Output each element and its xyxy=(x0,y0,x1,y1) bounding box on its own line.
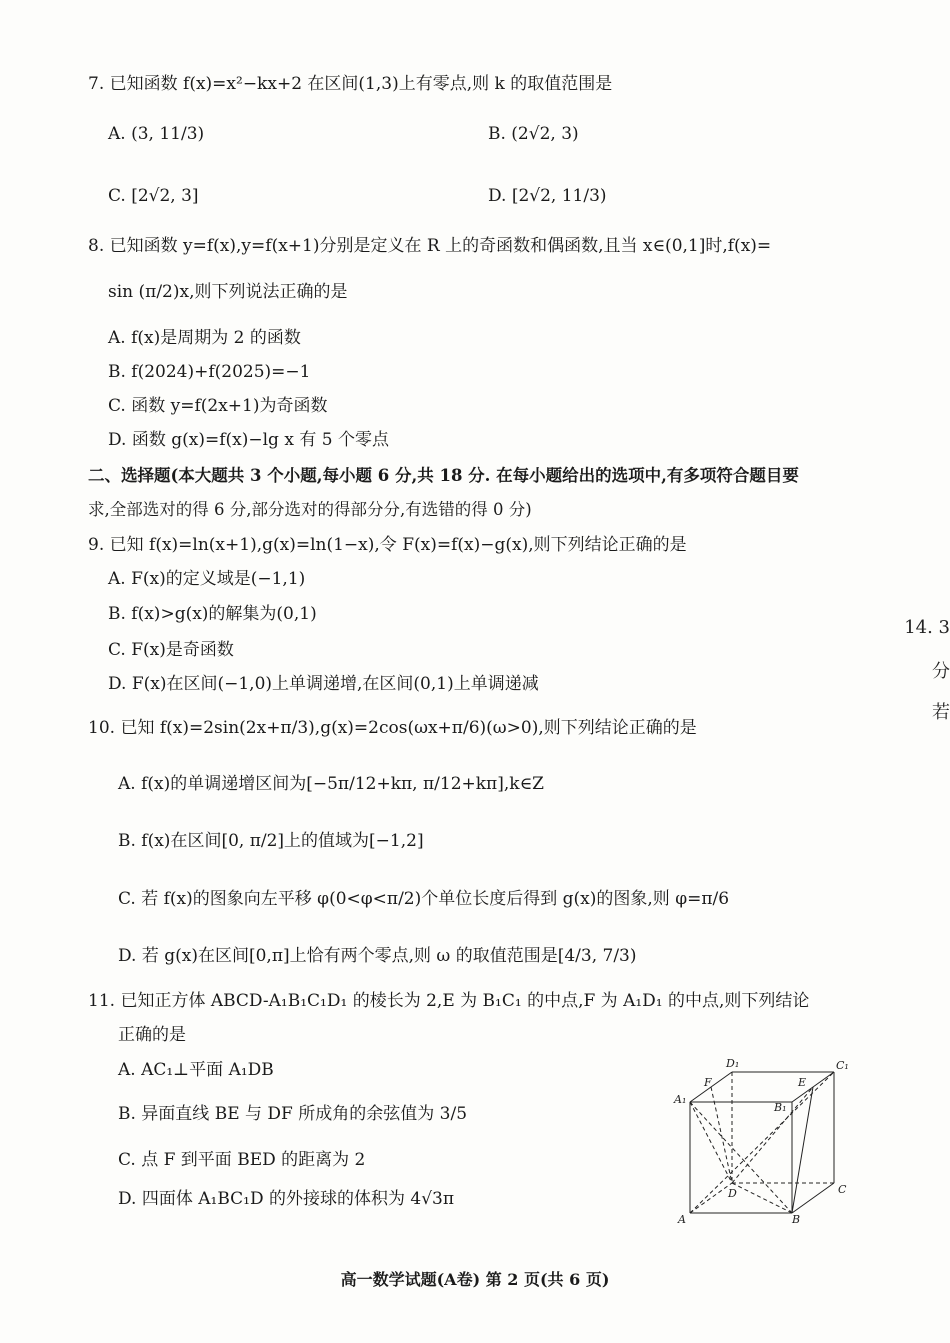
label-b1: B₁ xyxy=(774,1101,787,1114)
q11-option-c: C. 点 F 到平面 BED 的距离为 2 xyxy=(118,1150,366,1170)
side-fragment-1: 14. 3 xyxy=(904,617,950,638)
label-b: B xyxy=(792,1213,801,1226)
q9-stem: 9. 已知 f(x)=ln(x+1),g(x)=ln(1−x),令 F(x)=f(x)−g(x),则下列结论正确的是 xyxy=(88,535,687,555)
q9-option-a: A. F(x)的定义域是(−1,1) xyxy=(108,569,306,589)
q10-option-c: C. 若 f(x)的图象向左平移 φ(0<φ<π/2)个单位长度后得到 g(x)的图象,则 φ=π/6 xyxy=(118,889,730,909)
segment-db-hidden xyxy=(732,1183,792,1213)
edge-bc xyxy=(792,1183,834,1213)
page-footer: 高一数学试题(A卷) 第 2 页(共 6 页) xyxy=(340,1270,610,1289)
label-e: E xyxy=(798,1076,807,1089)
q8-stem-line1: 8. 已知函数 y=f(x),y=f(x+1)分别是定义在 R 上的奇函数和偶函数,且当 x∈(0,1]时,f(x)= xyxy=(88,236,772,256)
q11-option-d: D. 四面体 A₁BC₁D 的外接球的体积为 4√3π xyxy=(118,1189,455,1209)
q9-option-b: B. f(x)>g(x)的解集为(0,1) xyxy=(108,604,317,624)
side-fragment-2: 分 xyxy=(932,661,950,682)
q7-option-d: D. [2√2, 11/3) xyxy=(488,186,607,206)
segment-be xyxy=(792,1087,813,1213)
section2-heading-line1: 二、选择题(本大题共 3 个小题,每小题 6 分,共 18 分. 在每小题给出的选项中,有多项符合题目要 xyxy=(88,466,799,485)
q10-option-b: B. f(x)在区间[0, π/2]上的值域为[−1,2] xyxy=(118,831,424,851)
q10-option-d: D. 若 g(x)在区间[0,π]上恰有两个零点,则 ω 的取值范围是[4/3, 7/3) xyxy=(118,946,637,966)
q7-option-a: A. (3, 11/3) xyxy=(108,124,205,144)
q8-option-a: A. f(x)是周期为 2 的函数 xyxy=(108,328,301,348)
segment-ac1-hidden xyxy=(690,1072,834,1213)
label-d1: D₁ xyxy=(726,1057,740,1070)
label-f: F xyxy=(704,1076,712,1089)
edge-ad-hidden xyxy=(690,1183,732,1213)
q8-option-c: C. 函数 y=f(2x+1)为奇函数 xyxy=(108,396,328,416)
label-c1: C₁ xyxy=(836,1059,849,1072)
q11-option-a: A. AC₁⊥平面 A₁DB xyxy=(118,1060,274,1080)
q7-option-b: B. (2√2, 3) xyxy=(488,124,579,144)
cube-figure xyxy=(668,1055,858,1230)
segment-fd-hidden xyxy=(711,1087,732,1183)
q8-option-d: D. 函数 g(x)=f(x)−lg x 有 5 个零点 xyxy=(108,430,389,450)
q10-option-a: A. f(x)的单调递增区间为[−5π/12+kπ, π/12+kπ],k∈Z xyxy=(118,774,544,794)
segment-a1b-hidden xyxy=(690,1102,792,1213)
q11-option-b: B. 异面直线 BE 与 DF 所成角的余弦值为 3/5 xyxy=(118,1104,468,1124)
q11-stem-line1: 11. 已知正方体 ABCD-A₁B₁C₁D₁ 的棱长为 2,E 为 B₁C₁ 的中点,F 为 A₁D₁ 的中点,则下列结论 xyxy=(88,991,810,1011)
q10-stem: 10. 已知 f(x)=2sin(2x+π/3),g(x)=2cos(ωx+π/6)(ω>0),则下列结论正确的是 xyxy=(88,718,697,738)
section2-heading-line2: 求,全部选对的得 6 分,部分选对的得部分分,有选错的得 0 分) xyxy=(88,500,532,519)
q11-stem-line2: 正确的是 xyxy=(118,1025,186,1045)
q9-option-c: C. F(x)是奇函数 xyxy=(108,640,234,660)
label-d: D xyxy=(728,1187,737,1200)
q8-stem-line2: sin (π/2)x,则下列说法正确的是 xyxy=(108,282,348,302)
side-fragment-3: 若 xyxy=(932,702,950,723)
label-c: C xyxy=(838,1183,847,1196)
q7-option-c: C. [2√2, 3] xyxy=(108,186,199,206)
label-a1: A₁ xyxy=(674,1093,687,1106)
q9-option-d: D. F(x)在区间(−1,0)上单调递增,在区间(0,1)上单调递减 xyxy=(108,674,539,694)
label-a: A xyxy=(678,1213,686,1226)
q8-option-b: B. f(2024)+f(2025)=−1 xyxy=(108,362,311,382)
segment-a1d-hidden xyxy=(690,1102,732,1183)
q7-stem: 7. 已知函数 f(x)=x²−kx+2 在区间(1,3)上有零点,则 k 的取值范围是 xyxy=(88,74,613,94)
segment-de-hidden xyxy=(732,1087,813,1183)
